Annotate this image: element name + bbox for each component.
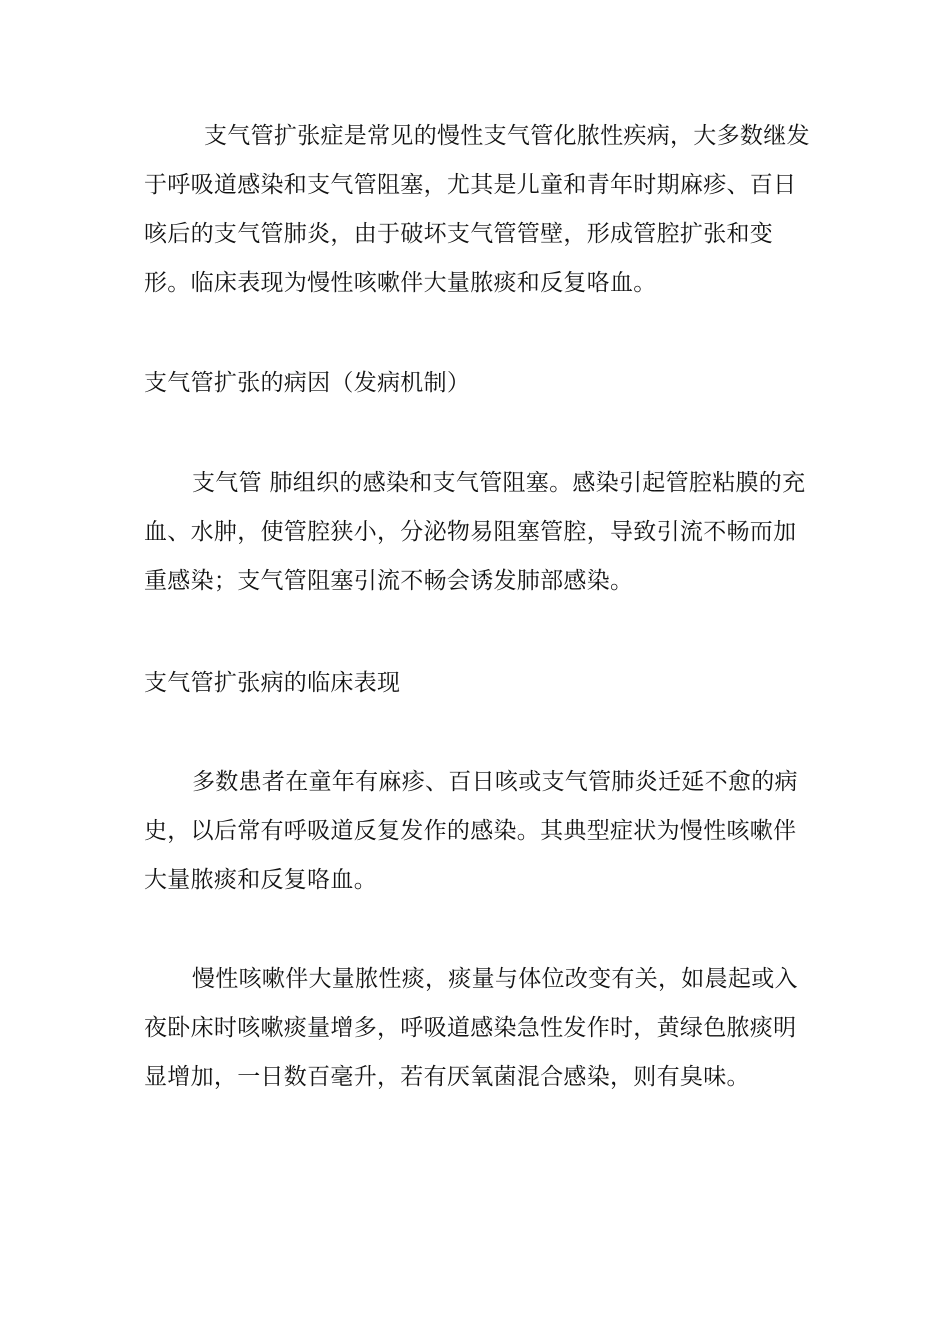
clinical-history-paragraph: 多数患者在童年有麻疹、百日咳或支气管肺炎迁延不愈的病史，以后常有呼吸道反复发作的感染。其典型症状为慢性咳嗽伴大量脓痰和反复咯血。	[144, 769, 798, 893]
intro-paragraph: 支气管扩张症是常见的慢性支气管化脓性疾病，大多数继发于呼吸道感染和支气管阻塞，尤其是儿童和青年时期麻疹、百日咳后的支气管肺炎，由于破坏支气管管壁，形成管腔扩张和变形。临床表现为慢性咳嗽伴大量脓痰和反复咯血。	[144, 123, 810, 296]
etiology-paragraph: 支气管 肺组织的感染和支气管阻塞。感染引起管腔粘膜的充血、水肿，使管腔狭小，分泌物易阻塞管腔，导致引流不畅而加重感染；支气管阻塞引流不畅会诱发肺部感染。	[144, 470, 806, 594]
section-heading-clinical: 支气管扩张病的临床表现	[144, 670, 401, 696]
section-heading-etiology: 支气管扩张的病因（发病机制）	[144, 370, 471, 396]
symptoms-paragraph: 慢性咳嗽伴大量脓性痰，痰量与体位改变有关，如晨起或入夜卧床时咳嗽痰量增多，呼吸道感染急性发作时，黄绿色脓痰明显增加，一日数百毫升，若有厌氧菌混合感染，则有臭味。	[144, 966, 798, 1090]
